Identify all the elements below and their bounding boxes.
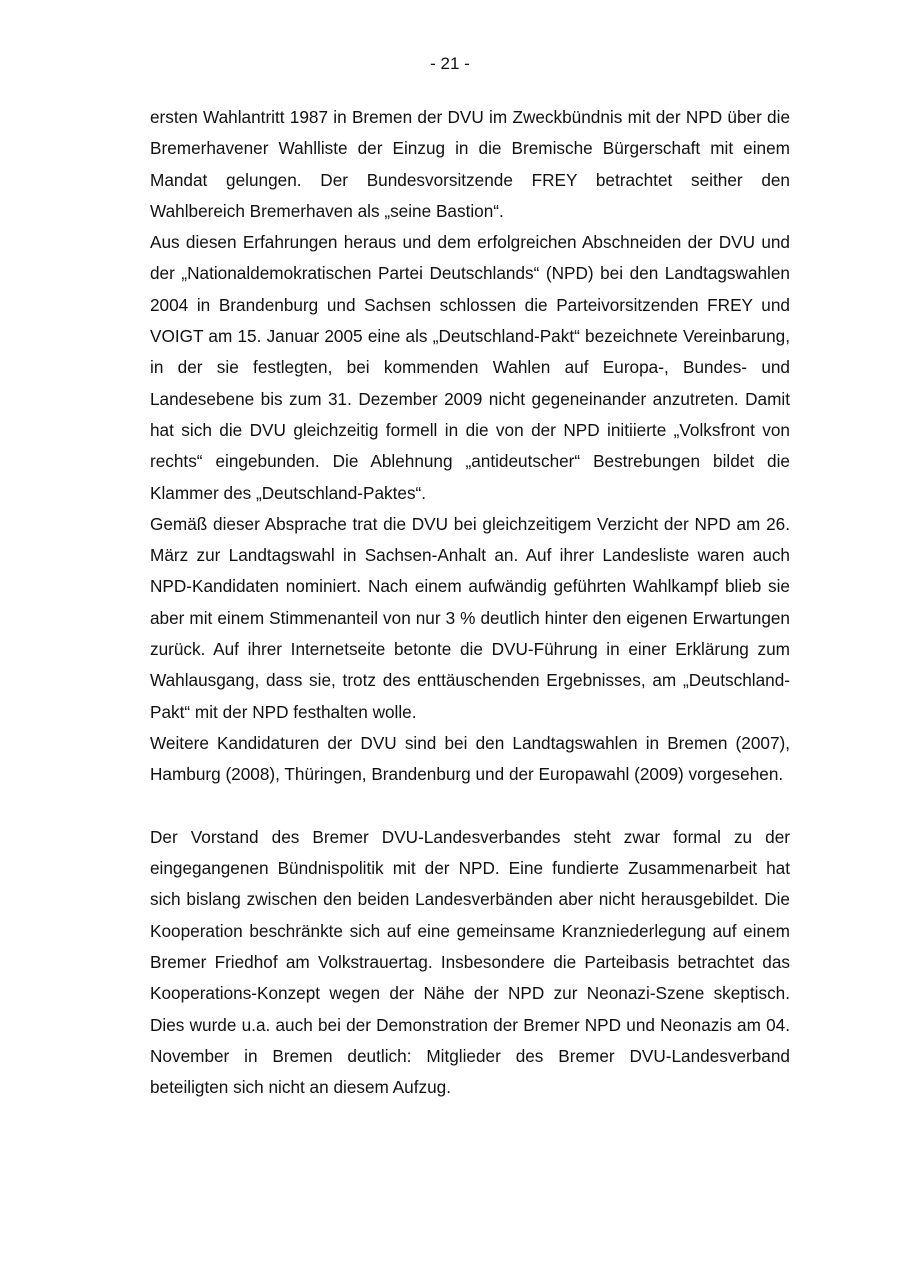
paragraph-gap bbox=[150, 791, 790, 822]
paragraph-sachsen-anhalt: Gemäß dieser Absprache trat die DVU bei gleichzeitigem Verzicht der NPD am 26. März zur Landtagswahl in Sachsen-Anhalt an. Auf ihrer Landesliste waren auch NPD-Kandidaten nominiert. Nach einem aufwändig geführten Wahlkampf blieb sie aber mit einem Stimmenanteil von nur 3 % deutlich hinter den eigenen Erwartungen zurück. Auf ihrer Internetseite betonte die DVU-Führung in einer Erklärung zum Wahlausgang, dass sie, trotz des enttäuschenden Ergebnisses, am „Deutschland-Pakt“ mit der NPD festhalten wolle. bbox=[150, 513, 790, 722]
paragraph-kandidaturen: Weitere Kandidaturen der DVU sind bei den Landtagswahlen in Bremen (2007), Hamburg (2008), Thüringen, Brandenburg und der Europawahl (2009) vorgesehen. bbox=[150, 732, 790, 785]
paragraph-bremerhaven: ersten Wahlantritt 1987 in Bremen der DVU im Zweckbündnis mit der NPD über die Bremerhavener Wahlliste der Einzug in die Bremische Bürgerschaft mit einem Mandat gelungen. Der Bundesvorsitzende FREY betrachtet seither den Wahlbereich Bremerhaven als „seine Bastion“. bbox=[150, 107, 790, 221]
paragraph-landesverband: Der Vorstand des Bremer DVU-Landesverbandes steht zwar formal zu der eingegangenen Bündnispolitik mit der NPD. Eine fundierte Zusammenarbeit hat sich bislang zwischen den beiden Landesverbänden aber nicht herausgebildet. Die Kooperation beschränkte sich auf eine gemeinsame Kranzniederlegung auf einem Bremer Friedhof am Volkstrauertag. Insbesondere die Parteibasis betrachtet das Kooperations-Konzept wegen der Nähe der NPD zur Neonazi-Szene skeptisch. Dies wurde u.a. auch bei der Demonstration der Bremer NPD und Neonazis am 04. November in Bremen deutlich: Mitglieder des Bremer DVU-Landesverband beteiligten sich nicht an diesem Aufzug. bbox=[150, 826, 790, 1098]
document-body bbox=[150, 102, 790, 1104]
page-number: - 21 - bbox=[430, 54, 470, 73]
paragraph-deutschland-pakt: Aus diesen Erfahrungen heraus und dem erfolgreichen Abschneiden der DVU und der „Nationaldemokratischen Partei Deutschlands“ (NPD) bei den Landtagswahlen 2004 in Brandenburg und Sachsen schlossen die Parteivorsitzenden FREY und VOIGT am 15. Januar 2005 eine als „Deutschland-Pakt“ bezeichnete Vereinbarung, in der sie festlegten, bei kommenden Wahlen auf Europa-, Bundes- und Landesebene bis zum 31. Dezember 2009 nicht gegeneinander anzutreten. Damit hat sich die DVU gleichzeitig formell in die von der NPD initiierte „Volksfront von rechts“ eingebunden. Die Ablehnung „antideutscher“ Bestrebungen bildet die Klammer des „Deutschland-Paktes“. bbox=[150, 232, 790, 503]
